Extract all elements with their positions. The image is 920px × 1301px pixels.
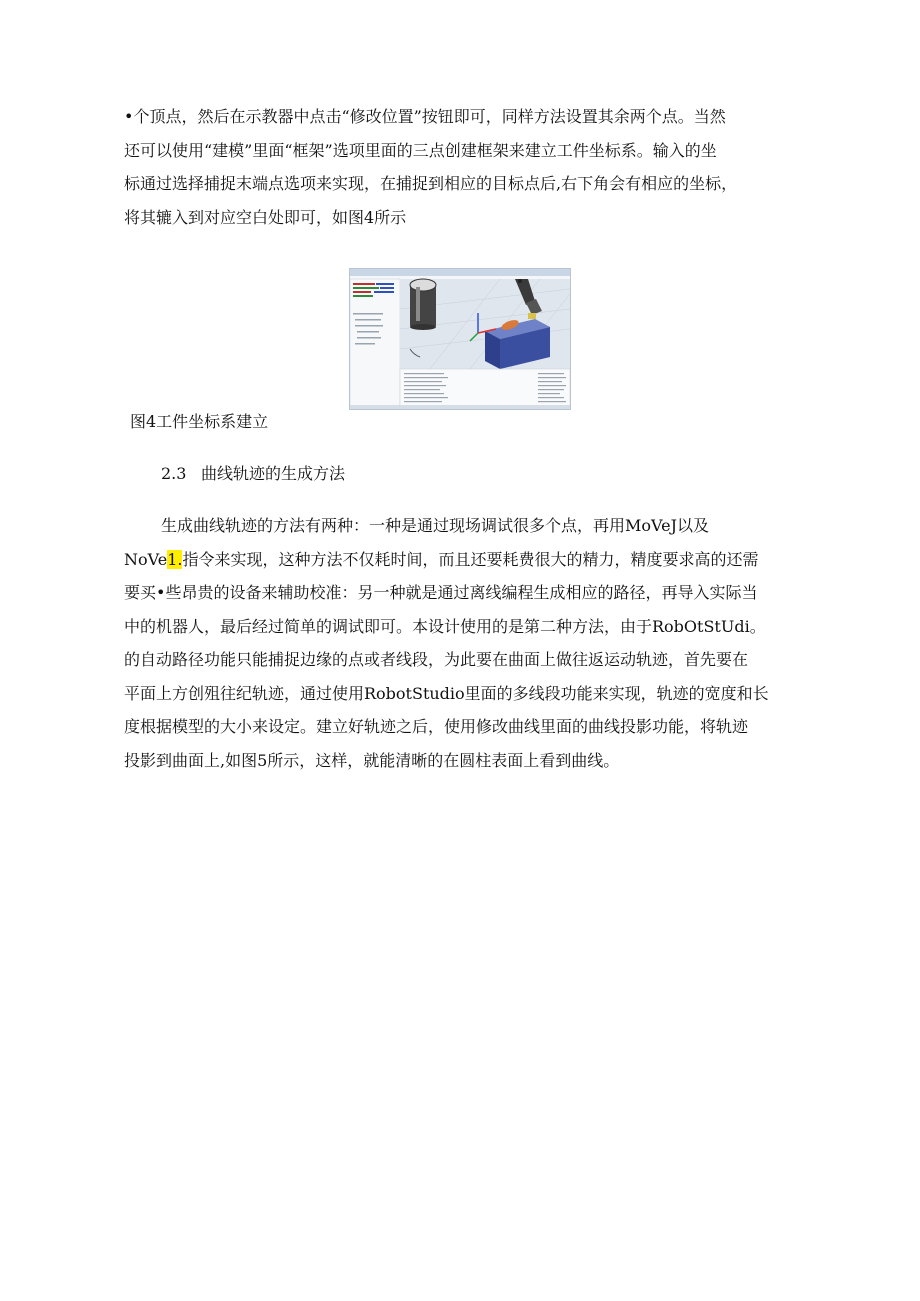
paragraph-2-line: 平面上方创殂往纪轨迹，通过使用RobotStudio里面的多线段功能来实现，轨迹的宽度和长	[124, 683, 769, 703]
paragraph-1-line: 还可以使用“建模”里面“框架”选项里面的三点创建框架来建立工件坐标系。输入的坐	[124, 140, 717, 160]
paragraph-1-line: •个顶点，然后在示教器中点击“修改位置”按钮即可，同样方法设置其余两个点。当然	[124, 107, 726, 126]
section-title: 曲线轨迹的生成方法	[201, 464, 346, 483]
paragraph-2-line: 生成曲线轨迹的方法有两种：一种是通过现场调试很多个点，再用MoVeJ以及	[161, 516, 709, 535]
paragraph-2-line: 要买•些昂贵的设备来辅助校准：另一种就是通过离线编程生成相应的路径，再导入实际当	[124, 583, 758, 602]
paragraph-2-line-rest: 指令来实现，这种方法不仅耗时间，而且还要耗费很大的精力，精度要求高的还需	[182, 549, 759, 569]
figure-4-caption: 图4工件坐标系建立	[130, 412, 269, 431]
figure-4-image	[349, 268, 571, 410]
code-fragment: NoVe	[124, 549, 168, 569]
paragraph-2-line: 投影到曲面上,如图5所示，这样，就能清晰的在圆柱表面上看到曲线。	[124, 750, 620, 770]
section-number: 2.3	[161, 464, 187, 483]
paragraph-1	[124, 100, 784, 234]
robotstudio-screenshot	[350, 269, 570, 409]
paragraph-1-line: 标通过选择捕捉末端点选项来实现，在捕捉到相应的目标点后,右下角会有相应的坐标，	[124, 174, 738, 193]
paragraph-2-line: 的自动路径功能只能捕捉边缘的点或者线段，为此要在曲面上做往返运动轨迹，首先要在	[124, 650, 749, 669]
paragraph-1-line: 将其辘入到对应空白处即可，如图4所示	[124, 207, 407, 227]
paragraph-2-line: 中的机器人，最后经过简单的调试即可。本设计使用的是第二种方法，由于RobOtStUdi。	[124, 616, 766, 636]
paragraph-2-line: 度根据模型的大小来设定。建立好轨迹之后，使用修改曲线里面的曲线投影功能，将轨迹	[124, 717, 749, 736]
section-heading	[161, 460, 345, 488]
paragraph-2	[124, 509, 784, 777]
highlighted-text: 1.	[167, 549, 183, 569]
paragraph-2-line	[124, 543, 784, 577]
